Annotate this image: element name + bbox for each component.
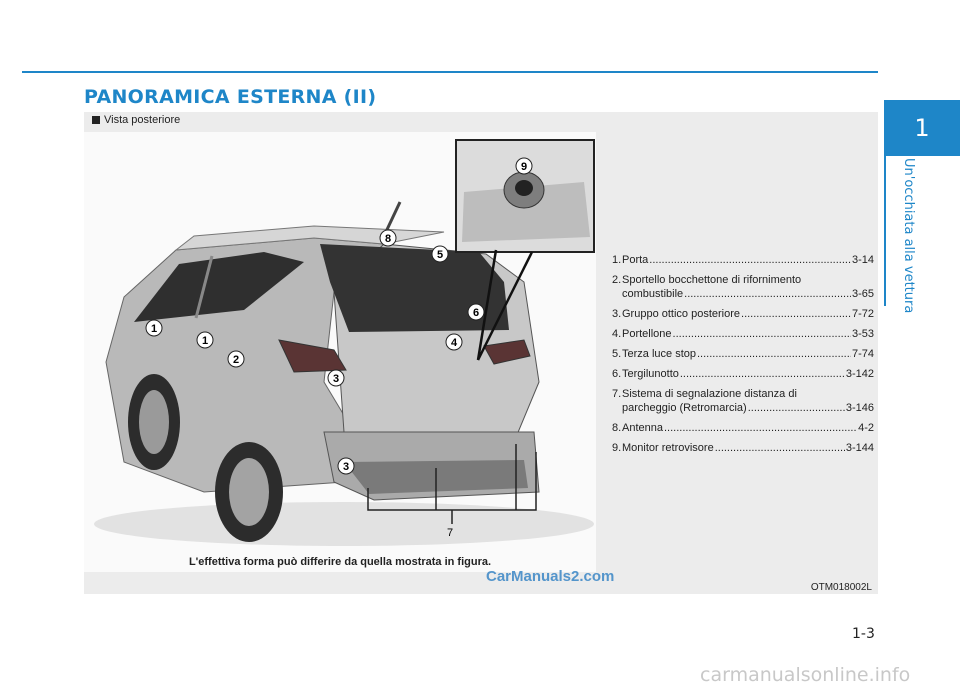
legend-item <box>612 347 874 361</box>
legend-item <box>612 273 874 301</box>
leader-dots <box>673 327 851 341</box>
leader-dots <box>680 367 845 381</box>
legend-item <box>612 327 874 341</box>
legend-number: 8. <box>612 422 622 434</box>
callout-2 <box>228 351 244 367</box>
callout-label: 3 <box>332 373 340 385</box>
legend-number: 6. <box>612 368 622 380</box>
chapter-number: 1 <box>914 114 930 142</box>
callout-1a <box>146 320 162 336</box>
legend-number: 5. <box>612 348 622 360</box>
legend-label-line1: Sistema di segnalazione distanza di <box>622 388 797 400</box>
legend-number: 4. <box>612 328 622 340</box>
callout-label: 1 <box>150 323 158 335</box>
legend-item <box>612 387 874 415</box>
callout-3b <box>338 458 354 474</box>
callout-9 <box>516 158 532 174</box>
leader-dots <box>664 421 857 435</box>
legend-page: 3-14 <box>851 254 874 266</box>
legend-page: 3-144 <box>845 442 874 454</box>
leader-dots <box>741 307 851 321</box>
leader-dots <box>697 347 851 361</box>
callout-label: 5 <box>436 249 444 261</box>
callout-label: 3 <box>342 461 350 473</box>
legend-number: 1. <box>612 254 622 266</box>
legend-number: 2. <box>612 274 622 286</box>
callout-label: 2 <box>232 354 240 366</box>
leader-dots <box>684 287 851 301</box>
legend-page: 7-72 <box>851 308 874 320</box>
legend-page: 7-74 <box>851 348 874 360</box>
figure-code: OTM018002L <box>810 582 872 593</box>
callout-5 <box>432 246 448 262</box>
leader-dots <box>748 401 845 415</box>
watermark-link[interactable]: CarManuals2.com <box>486 568 615 585</box>
callout-label: 7 <box>446 527 454 539</box>
legend-page: 3-53 <box>851 328 874 340</box>
figure-caption: L'effettiva forma può differire da quella mostrata in figura. <box>188 556 492 568</box>
legend-label: Tergilunotto <box>622 368 679 380</box>
legend-item <box>612 421 874 435</box>
legend-label: Terza luce stop <box>622 348 696 360</box>
chapter-title: Un'occhiata alla vettura <box>901 158 916 314</box>
legend-label-line1: Sportello bocchettone di rifornimento <box>622 274 802 286</box>
legend-page: 3-142 <box>845 368 874 380</box>
figure-panel <box>84 112 878 594</box>
callout-4 <box>446 334 462 350</box>
callout-label: 8 <box>384 233 392 245</box>
callout-3a <box>328 370 344 386</box>
chapter-divider <box>884 156 886 306</box>
panel-label-text: Vista posteriore <box>104 114 181 126</box>
legend-page: 3-65 <box>851 288 874 300</box>
parts-legend <box>612 253 874 461</box>
callout-6 <box>468 304 484 320</box>
legend-number: 9. <box>612 442 622 454</box>
legend-label: Monitor retrovisore <box>622 442 714 454</box>
legend-label: Gruppo ottico posteriore <box>622 308 741 320</box>
legend-number: 7. <box>612 388 622 400</box>
legend-label: parcheggio (Retromarcia) <box>622 402 747 414</box>
legend-item <box>612 307 874 321</box>
legend-page: 3-146 <box>845 402 874 414</box>
car-rear-view-drawing <box>84 132 596 572</box>
site-watermark: carmanualsonline.info <box>700 664 911 686</box>
legend-label: Portellone <box>622 328 672 340</box>
car-illustration <box>84 132 596 572</box>
legend-item <box>612 441 874 455</box>
legend-label: combustibile <box>622 288 684 300</box>
leader-dots <box>715 441 845 455</box>
page-number: 1-3 <box>852 626 875 642</box>
legend-number: 3. <box>612 308 622 320</box>
panel-label <box>92 114 180 126</box>
legend-item <box>612 253 874 267</box>
page-title: PANORAMICA ESTERNA (II) <box>84 86 377 108</box>
callout-8 <box>380 230 396 246</box>
callout-label: 1 <box>201 335 209 347</box>
square-bullet-icon <box>92 116 100 124</box>
chapter-tab[interactable] <box>884 100 960 156</box>
legend-label: Porta <box>622 254 649 266</box>
callout-1b <box>197 332 213 348</box>
header-rule <box>22 71 878 73</box>
legend-item <box>612 367 874 381</box>
callout-label: 6 <box>472 307 480 319</box>
legend-label: Antenna <box>622 422 663 434</box>
callout-label: 4 <box>450 337 458 349</box>
legend-page: 4-2 <box>858 422 874 434</box>
callout-7 <box>447 527 453 539</box>
leader-dots <box>649 253 851 267</box>
callout-label: 9 <box>520 161 528 173</box>
